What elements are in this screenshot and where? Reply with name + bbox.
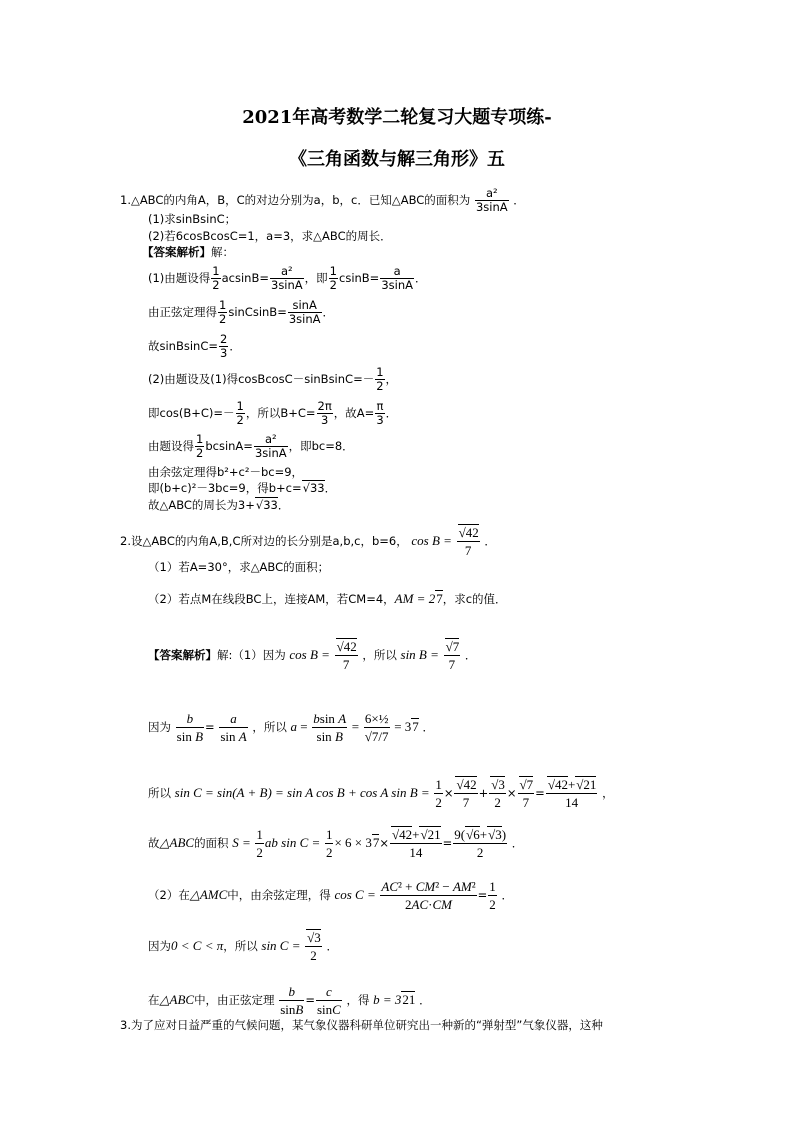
answer-label: 【答案解析】: [148, 648, 217, 662]
q1-step3: 故sinBsinC= $\frac{2}{3}$ ．: [148, 332, 241, 360]
doc-title-line1: 2021年高考数学二轮复习大题专项练-: [242, 107, 552, 128]
q2-answer-line4: 故△ABC的面积 S = $\frac{1}{2}$ ab sin C = $\frac{1}{2}$ × 6 × 37× $\frac{√42+√21}{14}$ = $\frac{9(√6+√3)}{2}$ ．: [148, 827, 524, 860]
q2-answer-line3: 所以 sin C = sin(A + B) = sin A cos B + cos A sin B = $\frac{1}{2}$ × $\frac{√42}{7}$ + $\frac{√3}{2}$ × $\frac{√7}{7}$ = $\frac{√42+√21}{14}$ ，: [148, 777, 614, 810]
q1-step5: 即cos(B+C)=－ $\frac{1}{2}$ ，所以B+C= $\frac{2\pi}{3}$ ，故A= $\frac{\pi}{3}$ ．: [148, 399, 398, 427]
q1-step2: 由正弦定理得 $\frac{1}{2}$ sinCsinB= $\frac{\sin A}{3\sin A}$ ．: [148, 298, 335, 326]
answer-label: 【答案解析】: [142, 245, 211, 259]
q1-stem-fraction: $\frac{\text{a²}}{3\sin A}$: [475, 186, 508, 214]
q1-step6: 由题设得 $\frac{1}{2}$ bcsinA= $\frac{\text{a²}}{3\sin A}$ ，即bc=8．: [148, 432, 354, 460]
q1-step9: 故△ABC的周长为3+√33．: [148, 498, 290, 512]
q1-step1: (1)由题设得 $\frac{1}{2}$ acsinB= $\frac{\text{a²}}{3\sin A}$ ，即 $\frac{1}{2}$ csinB= $\frac{a}{3\sin A}$ ．: [148, 264, 427, 292]
q1-step8: 即(b+c)²－3bc=9，得b+c=√33．: [148, 481, 337, 495]
q1-part2: (2)若6cosBcosC=1，a=3，求△ABC的周长．: [148, 229, 392, 243]
q1-answer-heading: 【答案解析】解：: [142, 245, 234, 259]
q1-step7: 由余弦定理得b²+c²－bc=9，: [148, 465, 304, 479]
q3-stem: 3.为了应对日益严重的气候问题，某气象仪器科研单位研究出一种新的“弹射型”气象仪器，这种: [120, 1018, 603, 1032]
q1-stem: 1.△ABC的内角A，B，C的对边分别为a，b，c．已知△ABC的面积为 $\frac{\text{a²}}{3\sin A}$ ．: [120, 186, 525, 214]
q2-answer-line2: 因为 $\frac{b}{\text{sin B}}$ = $\frac{a}{\text{sin A}}$ ，所以 a = $\frac{\text{bsin A}}{\text{sin B}}$ = $\frac{\text{6×½}}{√7/7}$ = 37 ．: [148, 711, 434, 744]
q2-part1: （1）若A=30°，求△ABC的面积；: [148, 560, 330, 574]
q2-answer-line7: 在△ABC中，由正弦定理 $\frac{b}{\sin B}$ = $\frac{c}{\sin C}$ ，得 b = 321 ．: [148, 984, 431, 1017]
q2-part2: （2）若点M在线段BC上，连接AM，若CM=4，AM = 27，求c的值．: [148, 591, 507, 606]
doc-title-line2: 《三角函数与解三角形》五: [289, 149, 505, 170]
q2-answer-line6: 因为0 < C < π，所以 sin C = $\frac{√3}{2}$ ．: [148, 930, 338, 963]
q1-part1: (1)求sinBsinC；: [148, 212, 237, 226]
q2-answer-line5: （2）在△AMC中，由余弦定理，得 cos C = $\frac{\text{AC² + CM² − AM²}}{2AC\cdot CM}$ = $\frac{1}{2}$ ．: [148, 879, 513, 912]
q2-answer-line1: 【答案解析】解:（1）因为 cos B = $\frac{√42}{7}$ ，所以 sin B = $\frac{√7}{7}$ ．: [148, 639, 477, 672]
q1-step4: (2)由题设及(1)得cosBcosC－sinBsinC=－ $\frac{1}{2}$ ，: [148, 365, 398, 393]
q2-stem: 2.设△ABC的内角A,B,C所对边的长分别是a,b,c，b=6， cos B = $\frac{√42}{7}$ ．: [120, 525, 496, 558]
